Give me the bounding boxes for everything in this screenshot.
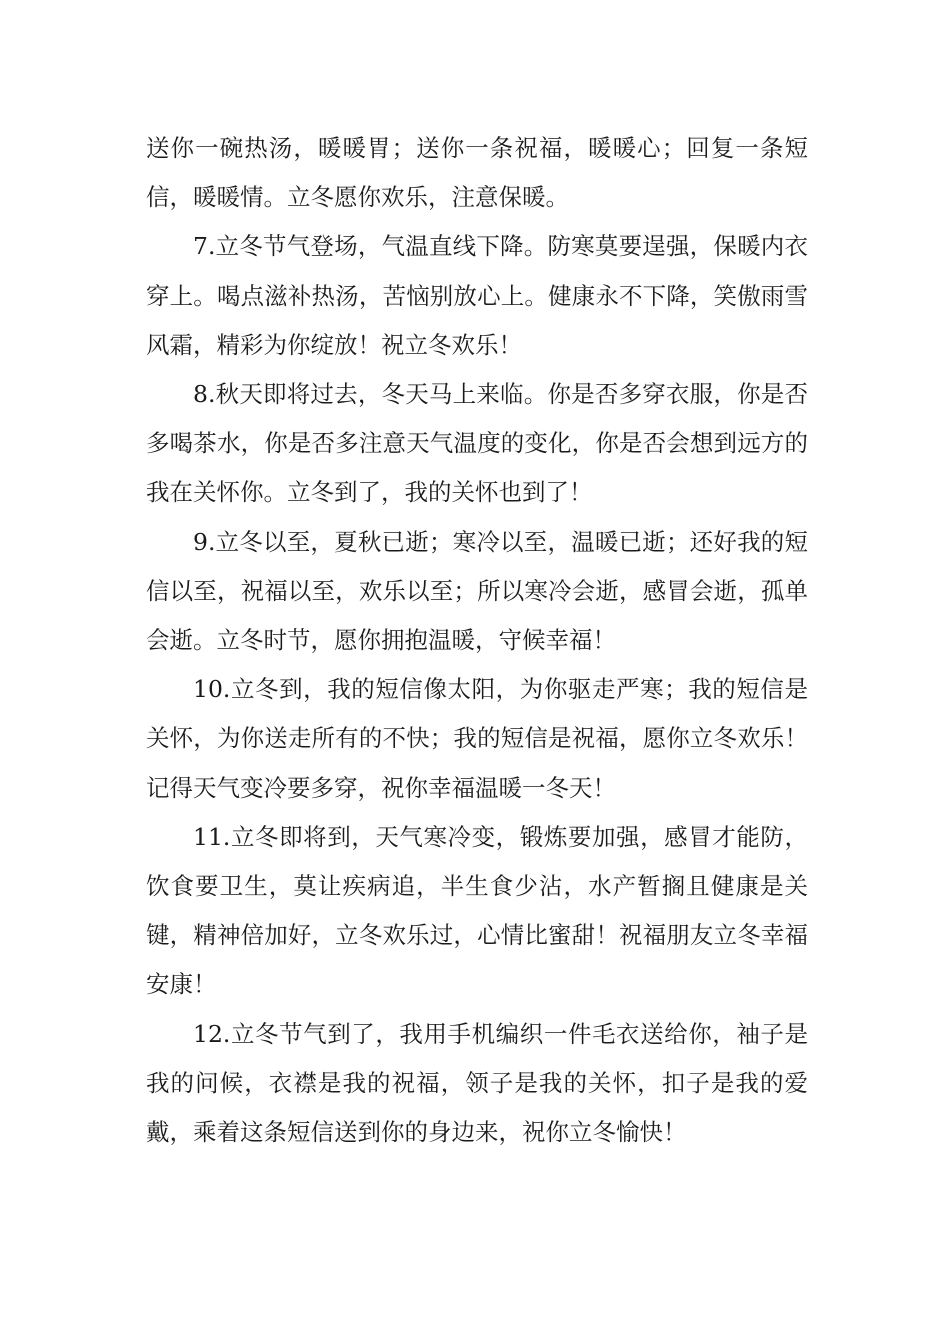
paragraph-12: 12.立冬节气到了，我用手机编织一件毛衣送给你，袖子是我的问候，衣襟是我的祝福，领子是我的关怀，扣子是我的爱戴，乘着这条短信送到你的身边来，祝你立冬愉快！ — [146, 1019, 808, 1147]
paragraph-7: 7.立冬节气登场，气温直线下降。防寒莫要逞强，保暖内衣穿上。喝点滋补热汤，苦恼别放心上。健康永不下降，笑傲雨雪风霜，精彩为你绽放！祝立冬欢乐！ — [146, 232, 808, 359]
document-body — [146, 124, 808, 1157]
paragraph-continuation: 送你一碗热汤，暖暖胃；送你一条祝福，暖暖心；回复一条短信，暖暖情。立冬愿你欢乐，注意保暖。 — [146, 134, 808, 212]
paragraph-9: 9.立冬以至，夏秋已逝；寒冷以至，温暖已逝；还好我的短信以至，祝福以至，欢乐以至；所以寒冷会逝，感冒会逝，孤单会逝。立冬时节，愿你拥抱温暖，守候幸福！ — [146, 527, 808, 655]
paragraph-11: 11.立冬即将到，天气寒冷变，锻炼要加强，感冒才能防，饮食要卫生，莫让疾病追，半生食少沾，水产暂搁且健康是关键，精神倍加好，立冬欢乐过，心情比蜜甜！祝福朋友立冬幸福安康！ — [146, 822, 808, 999]
paragraph-10: 10.立冬到，我的短信像太阳，为你驱走严寒；我的短信是关怀，为你送走所有的不快；我的短信是祝福，愿你立冬欢乐！记得天气变冷要多穿，祝你幸福温暖一冬天！ — [146, 675, 808, 802]
paragraph-8: 8.秋天即将过去，冬天马上来临。你是否多穿衣服，你是否多喝茶水，你是否多注意天气温度的变化，你是否会想到远方的我在关怀你。立冬到了，我的关怀也到了！ — [146, 380, 808, 507]
